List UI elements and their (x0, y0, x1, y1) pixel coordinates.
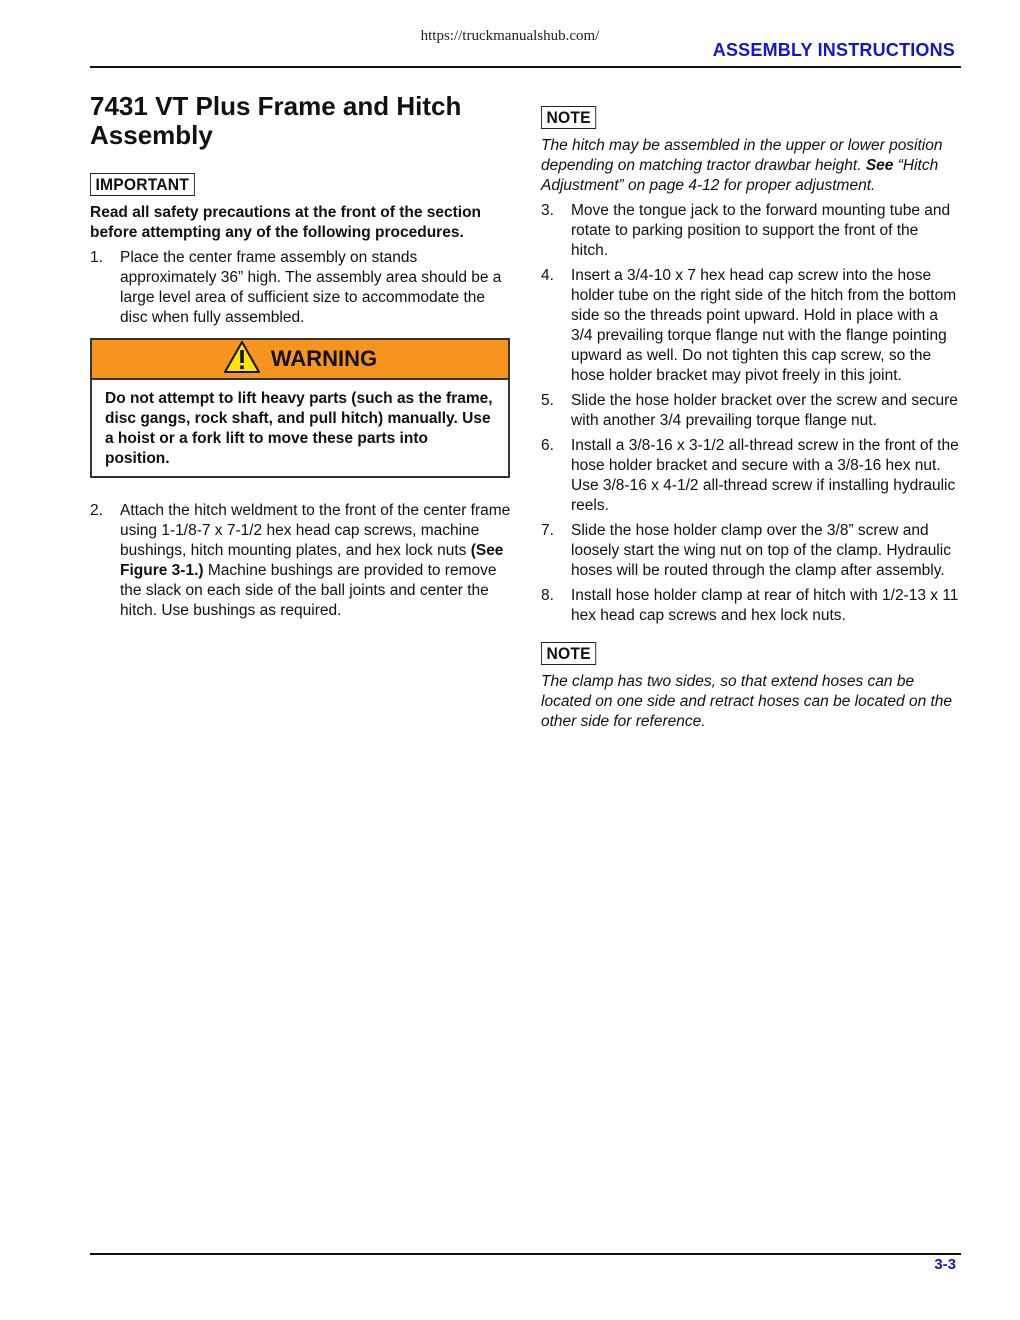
step-5 (541, 391, 959, 431)
page-title-line1: 7431 VT Plus Frame and Hitch (90, 91, 462, 121)
step-text-a: Attach the hitch weldment to the front of the center frame using 1-1/8-7 x 7-1/2 hex head cap screws, machine bushings, hitch mounting plates, and hex lock nuts (120, 502, 511, 559)
step-text: Install hose holder clamp at rear of hitch with 1/2-13 x 11 hex head cap screws and hex lock nuts. (571, 587, 959, 624)
step-number: 6. (541, 437, 554, 454)
step-number: 4. (541, 267, 554, 284)
important-tag: IMPORTANT (90, 173, 195, 196)
step-number: 8. (541, 587, 554, 604)
note-see: See (865, 157, 894, 174)
step-number: 3. (541, 202, 554, 219)
step-number: 5. (541, 392, 554, 409)
steps-list-left-2 (90, 501, 512, 621)
note-text-2: The clamp has two sides, so that extend hoses can be located on one side and retract hoses can be located on the other side for reference. (541, 673, 953, 730)
page-title (90, 92, 512, 150)
left-column (90, 92, 512, 626)
note-text-b: “Hitch Adjustment” on page 4-12 for proper adjustment. (541, 157, 939, 194)
header-rule (90, 66, 961, 68)
step-number: 2. (90, 502, 103, 519)
source-url: https://truckmanualshub.com/ (420, 28, 600, 44)
page-title-line2: Assembly (90, 120, 213, 150)
warning-header (92, 340, 508, 380)
warning-box (90, 338, 510, 478)
steps-list-right (541, 201, 959, 626)
step-text: Insert a 3/4-10 x 7 hex head cap screw into the hose holder tube on the right side of the hitch from the bottom side so the threads point upward. Hold in place with a 3/4 prevailing torque flange nut with the flange pointing upward as well. Do not tighten this cap screw, so the hose holder bracket may pivot freely in this joint. (571, 267, 957, 384)
step-text: Install a 3/8-16 x 3-1/2 all-thread screw in the front of the hose holder bracket and secure with a 3/8-16 hex nut. Use 3/8-16 x 4-1/2 all-thread screw if installing hydraulic reels. (571, 437, 959, 514)
step-6 (541, 436, 959, 516)
figure-reference: (See Figure 3-1.) (120, 542, 504, 579)
warning-label: WARNING (270, 346, 378, 371)
page-number: 3-3 (934, 1256, 956, 1273)
step-text: Slide the hose holder clamp over the 3/8” screw and loosely start the wing nut on top of the clamp. Hydraulic hoses will be routed through the clamp after assembly. (571, 522, 951, 579)
step-text: Place the center frame assembly on stands approximately 36” high. The assembly area should be a large level area of sufficient size to accommodate the disc when fully assembled. (120, 249, 502, 326)
step-1 (90, 248, 512, 328)
step-text: Slide the hose holder bracket over the screw and secure with another 3/4 prevailing torque flange nut. (571, 392, 958, 429)
step-7 (541, 521, 959, 581)
important-text: Read all safety precautions at the front of the section before attempting any of the following procedures. (90, 204, 482, 241)
section-title: ASSEMBLY INSTRUCTIONS (712, 40, 955, 60)
step-2 (90, 501, 512, 621)
note-tag-2: NOTE (541, 642, 596, 665)
step-8 (541, 586, 959, 626)
warning-text: Do not attempt to lift heavy parts (such as the frame, disc gangs, rock shaft, and pull hitch) manually. Use a hoist or a fork lift to move these parts into position. (105, 390, 493, 467)
right-column (541, 106, 959, 732)
warning-triangle-icon (223, 340, 261, 379)
step-text: Move the tongue jack to the forward mounting tube and rotate to parking position to support the front of the hitch. (571, 202, 951, 259)
note-text (541, 136, 959, 196)
step-4 (541, 266, 959, 386)
step-3 (541, 201, 959, 261)
step-number: 1. (90, 249, 103, 266)
note-tag: NOTE (541, 106, 596, 129)
footer-rule (90, 1253, 961, 1255)
step-number: 7. (541, 522, 554, 539)
steps-list-left (90, 248, 512, 328)
note-text-a: The hitch may be assembled in the upper or lower position depending on matching tractor drawbar height. (541, 137, 943, 174)
step-text-b: Machine bushings are provided to remove the slack on each side of the ball joints and center the hitch. Use bushings as required. (120, 562, 497, 619)
